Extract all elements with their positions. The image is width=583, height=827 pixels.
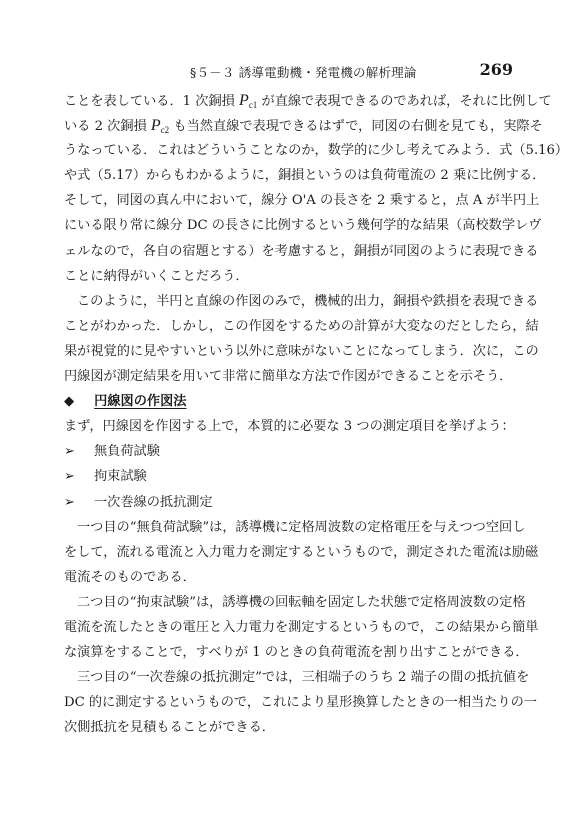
list-item-label: 拘束試験 [94, 469, 147, 485]
page-header [70, 60, 513, 80]
text-segment: も当然直線で表現できるはずで，同図の右側を見ても，実際そ [169, 119, 543, 135]
section-heading [64, 389, 519, 414]
paragraph-3 [64, 515, 539, 590]
text-line: ェルなので，各自の宿題とする）を考慮すると，銅損が同図のように表現できる [64, 243, 539, 259]
text-line: そして，同図の真ん中において，線分 O'A の長さを 2 乗すると，点 A が半円上 [64, 193, 540, 209]
list-item [64, 490, 519, 515]
text-line: 三つ目の“一次巻線の抵抗測定”では，三相端子のうち 2 端子の間の抵抗値を [77, 670, 530, 686]
arrow-bullet-icon: ➢ [64, 444, 76, 460]
paragraph-2 [64, 289, 539, 389]
text-line [64, 113, 543, 138]
text-line: にいる限り常に線分 DC の長さに比例するという幾何学的な結果（高校数学レヴ [64, 218, 542, 234]
page-number: 269 [479, 60, 513, 79]
text-line: 電流を流したときの電圧と入力電力を測定するというもので，この結果から簡単 [64, 619, 539, 635]
text-line: 二つ目の“拘束試験”は，誘導機の回転軸を固定した状態で定格周波数の定格 [77, 594, 526, 610]
math-variable [239, 92, 257, 109]
arrow-bullet-icon: ➢ [64, 469, 76, 485]
intro-line: まず，円線図を作図する上で，本質的に必要な 3 つの測定項目を挙げよう： [64, 419, 515, 435]
list-item-label: 一次巻線の抵抗測定 [94, 494, 213, 510]
paragraph-5 [64, 665, 537, 740]
text-segment: が直線で表現できるのであれば，それに比例して [257, 94, 552, 109]
list-item-label: 無負荷試験 [94, 444, 160, 460]
arrow-bullet-icon: ➢ [64, 494, 76, 510]
math-symbol: P [150, 117, 161, 135]
text-line: DC 的に測定するというもので，これにより星形換算したときの一相当たりの一 [64, 695, 537, 711]
text-line: このように，半円と直線の作図のみで，機械的出力，銅損や鉄損を表現できる [77, 293, 539, 309]
paragraph-1 [64, 88, 569, 289]
text-line: や式（5.17）からもわかるように，銅損というのは負荷電流の 2 乗に比例する． [64, 168, 546, 184]
diamond-icon: ◆ [64, 394, 75, 410]
text-line: をして，流れる電流と入力電力を測定するというもので，測定された電流は励磁 [64, 544, 539, 560]
paragraph-4 [64, 590, 539, 665]
text-line: 次側抵抗を見積もることができる． [64, 720, 275, 736]
text-segment: ことを表している．1 次銅損 [64, 94, 240, 109]
text-line: 果が視覚的に見やすいという以外に意味がないことになってしまう．次に，この [64, 343, 539, 359]
text-line: 円線図が測定結果を用いて非常に簡単な方法で作図ができることを示そう． [64, 369, 513, 385]
text-line: ことがわかった．しかし，この作図をするための計算が大変なのだとしたら，結 [64, 318, 539, 334]
text-line: 一つ目の“無負荷試験”は，誘導機に定格周波数の定格電圧を与えつつ空回し [77, 519, 526, 535]
running-title: §５－３ 誘導電動機・発電機の解析理論 [190, 65, 417, 80]
math-subscript: c1 [248, 100, 258, 110]
math-variable [151, 117, 169, 134]
measurement-list [64, 439, 519, 514]
text-segment: いる 2 次銅損 [64, 119, 151, 135]
text-line [64, 88, 552, 113]
text-line: 電流そのものである． [64, 569, 196, 585]
list-item [64, 439, 519, 464]
list-item [64, 464, 519, 489]
body-text [64, 88, 569, 740]
math-symbol: P [239, 92, 249, 109]
text-line: うなっている．これはどういうことなのか，数学的に少し考えてみよう．式（5.16） [64, 143, 569, 159]
section-heading-label: 円線図の作図法 [94, 394, 187, 410]
text-line: な演算をすることで，すべりが 1 のときの負荷電流を割り出すことができる． [64, 645, 529, 661]
text-line: ことに納得がいくことだろう． [64, 268, 249, 284]
math-subscript: c2 [160, 125, 170, 136]
